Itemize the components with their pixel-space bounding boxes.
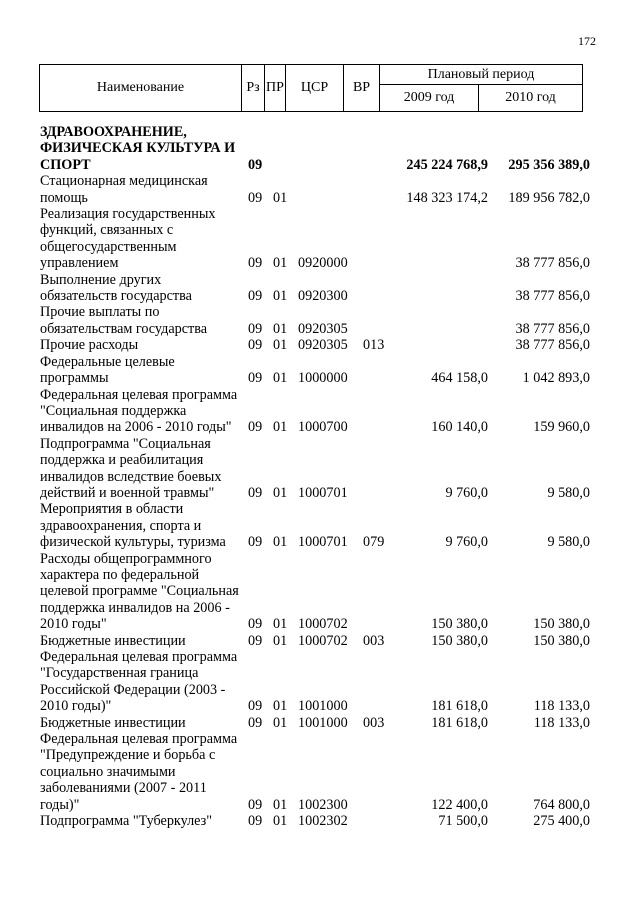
cell-2010: 118 133,0 <box>533 698 590 715</box>
row-name <box>40 272 238 305</box>
cell-2010: 9 580,0 <box>547 534 590 551</box>
cell-rz: 09 <box>248 813 263 830</box>
cell-csr: 1000700 <box>298 419 348 436</box>
cell-2009: 245 224 768,9 <box>406 156 488 173</box>
table-row <box>40 387 600 436</box>
row-name <box>40 387 238 436</box>
header-name: Наименование <box>40 65 242 112</box>
cell-pr: 01 <box>273 632 288 649</box>
cell-vr: 079 <box>363 534 385 551</box>
row-name-line: инвалидов вследствие боевых <box>40 468 222 485</box>
cell-pr: 01 <box>273 484 288 501</box>
row-name-line: Бюджетные инвестиции <box>40 632 186 649</box>
row-name-line: СПОРТ <box>40 156 91 173</box>
cell-pr: 01 <box>273 255 288 272</box>
row-name <box>40 715 238 731</box>
row-name-line: целевой программе "Социальная <box>40 583 239 600</box>
cell-vr: 003 <box>363 714 385 731</box>
cell-2010: 118 133,0 <box>533 714 590 731</box>
cell-csr: 1001000 <box>298 698 348 715</box>
cell-2009: 464 158,0 <box>431 370 488 387</box>
row-name-line: инвалидов на 2006 - 2010 годы" <box>40 419 232 436</box>
cell-2009: 9 760,0 <box>445 484 488 501</box>
table-row <box>40 206 600 272</box>
cell-2009: 148 323 174,2 <box>406 189 488 206</box>
row-name-line: помощь <box>40 189 88 206</box>
header-vr: ВР <box>344 65 380 112</box>
cell-csr: 1000701 <box>298 484 348 501</box>
cell-2010: 38 777 856,0 <box>515 255 590 272</box>
row-name-line: поддержка и реабилитация <box>40 452 204 469</box>
cell-2010: 150 380,0 <box>533 616 590 633</box>
table-row <box>40 649 600 715</box>
row-name-line: годы)" <box>40 796 80 813</box>
row-name-line: Реализация государственных <box>40 206 216 223</box>
row-name-line: Расходы общепрограммного <box>40 550 212 567</box>
cell-rz: 09 <box>248 632 263 649</box>
cell-rz: 09 <box>248 337 263 354</box>
cell-2009: 150 380,0 <box>431 616 488 633</box>
table-header <box>39 64 583 112</box>
table-row <box>40 124 600 173</box>
row-name-line: ФИЗИЧЕСКАЯ КУЛЬТУРА И <box>40 140 236 157</box>
row-name-line: "Государственная граница <box>40 665 199 682</box>
cell-2010: 295 356 389,0 <box>508 156 590 173</box>
row-name <box>40 731 238 813</box>
cell-2009: 122 400,0 <box>431 796 488 813</box>
row-name-line: обязательств государства <box>40 288 192 305</box>
row-name <box>40 501 238 550</box>
row-name-line: общегосударственным <box>40 238 177 255</box>
cell-rz: 09 <box>248 156 263 173</box>
cell-pr: 01 <box>273 796 288 813</box>
row-name-line: ЗДРАВООХРАНЕНИЕ, <box>40 124 187 140</box>
row-name-line: поддержка инвалидов на 2006 - <box>40 599 230 616</box>
cell-2010: 9 580,0 <box>547 484 590 501</box>
table-row <box>40 304 600 337</box>
row-name-line: Прочие выплаты по <box>40 304 160 321</box>
table-row <box>40 813 600 829</box>
cell-pr: 01 <box>273 698 288 715</box>
cell-csr: 1000701 <box>298 534 348 551</box>
cell-2010: 275 400,0 <box>533 813 590 830</box>
row-name <box>40 304 238 337</box>
cell-rz: 09 <box>248 616 263 633</box>
row-name-line: Федеральные целевые <box>40 353 175 370</box>
cell-vr: 003 <box>363 632 385 649</box>
cell-2009: 160 140,0 <box>431 419 488 436</box>
table-row <box>40 633 600 649</box>
cell-rz: 09 <box>248 320 263 337</box>
cell-2010: 38 777 856,0 <box>515 337 590 354</box>
table-row <box>40 501 600 550</box>
cell-pr: 01 <box>273 288 288 305</box>
row-name-line: Подпрограмма "Социальная <box>40 435 211 452</box>
cell-csr: 0920305 <box>298 337 348 354</box>
row-name-line: "Социальная поддержка <box>40 402 187 419</box>
row-name-line: физической культуры, туризма <box>40 534 226 551</box>
cell-rz: 09 <box>248 698 263 715</box>
cell-csr: 0920305 <box>298 320 348 337</box>
cell-2009: 181 618,0 <box>431 698 488 715</box>
row-name-line: действий и военной травмы" <box>40 484 215 501</box>
row-name-line: "Предупреждение и борьба с <box>40 747 216 764</box>
cell-2010: 1 042 893,0 <box>522 370 590 387</box>
cell-csr: 0920000 <box>298 255 348 272</box>
row-name <box>40 354 238 387</box>
row-name <box>40 633 238 649</box>
cell-2010: 159 960,0 <box>533 419 590 436</box>
row-name <box>40 173 238 206</box>
cell-2010: 38 777 856,0 <box>515 320 590 337</box>
row-name <box>40 813 238 829</box>
budget-rows <box>40 124 600 829</box>
table-row <box>40 173 600 206</box>
cell-csr: 1002300 <box>298 796 348 813</box>
row-name-line: управлением <box>40 255 119 272</box>
row-name-line: Федеральная целевая программа <box>40 386 238 403</box>
cell-2009: 150 380,0 <box>431 632 488 649</box>
cell-pr: 01 <box>273 189 288 206</box>
row-name-line: Выполнение других <box>40 271 162 288</box>
row-name <box>40 551 238 633</box>
page-number: 172 <box>578 34 596 48</box>
row-name-line: Федеральная целевая программа <box>40 731 238 748</box>
table-row <box>40 272 600 305</box>
table-row <box>40 436 600 502</box>
cell-pr: 01 <box>273 419 288 436</box>
cell-2010: 764 800,0 <box>533 796 590 813</box>
row-name-line: обязательствам государства <box>40 320 208 337</box>
row-name-line: здравоохранения, спорта и <box>40 517 202 534</box>
row-name-line: Бюджетные инвестиции <box>40 714 186 731</box>
cell-rz: 09 <box>248 189 263 206</box>
cell-2009: 71 500,0 <box>438 813 488 830</box>
cell-csr: 1000702 <box>298 616 348 633</box>
row-name-line: функций, связанных с <box>40 222 174 239</box>
cell-csr: 0920300 <box>298 288 348 305</box>
table-row <box>40 715 600 731</box>
table-row <box>40 337 600 353</box>
cell-rz: 09 <box>248 370 263 387</box>
row-name-line: Мероприятия в области <box>40 501 184 518</box>
header-csr: ЦСР <box>286 65 344 112</box>
row-name <box>40 436 238 502</box>
cell-rz: 09 <box>248 484 263 501</box>
row-name-line: 2010 годы" <box>40 616 107 633</box>
cell-2009: 9 760,0 <box>445 534 488 551</box>
row-name-line: Подпрограмма "Туберкулез" <box>40 813 213 830</box>
cell-csr: 1002302 <box>298 813 348 830</box>
cell-rz: 09 <box>248 534 263 551</box>
row-name-line: заболеваниями (2007 - 2011 <box>40 780 207 797</box>
cell-rz: 09 <box>248 796 263 813</box>
row-name-line: социально значимыми <box>40 763 176 780</box>
header-rz: Рз <box>242 65 265 112</box>
cell-2010: 189 956 782,0 <box>508 189 590 206</box>
row-name-line: Стационарная медицинская <box>40 173 208 190</box>
cell-pr: 01 <box>273 813 288 830</box>
header-pr: ПР <box>265 65 286 112</box>
cell-pr: 01 <box>273 320 288 337</box>
row-name-line: Федеральная целевая программа <box>40 649 238 665</box>
table-row <box>40 354 600 387</box>
header-year-2010: 2010 год <box>479 85 583 112</box>
row-name-line: программы <box>40 370 109 387</box>
row-name <box>40 649 238 715</box>
cell-rz: 09 <box>248 288 263 305</box>
cell-pr: 01 <box>273 337 288 354</box>
cell-pr: 01 <box>273 534 288 551</box>
row-name <box>40 206 238 272</box>
header-plan-period: Плановый период <box>380 65 583 85</box>
row-name-line: характера по федеральной <box>40 566 200 583</box>
cell-pr: 01 <box>273 370 288 387</box>
cell-csr: 1000000 <box>298 370 348 387</box>
cell-rz: 09 <box>248 419 263 436</box>
cell-pr: 01 <box>273 616 288 633</box>
row-name-line: Прочие расходы <box>40 337 139 354</box>
table-row <box>40 551 600 633</box>
row-name-line: 2010 годы)" <box>40 698 112 715</box>
cell-pr: 01 <box>273 714 288 731</box>
cell-vr: 013 <box>363 337 385 354</box>
cell-2009: 181 618,0 <box>431 714 488 731</box>
cell-2010: 38 777 856,0 <box>515 288 590 305</box>
row-name-line: Российской Федерации (2003 - <box>40 681 226 698</box>
header-year-2009: 2009 год <box>380 85 479 112</box>
row-name <box>40 337 238 353</box>
cell-csr: 1001000 <box>298 714 348 731</box>
row-name <box>40 124 238 173</box>
table-row <box>40 731 600 813</box>
cell-2010: 150 380,0 <box>533 632 590 649</box>
cell-rz: 09 <box>248 255 263 272</box>
cell-csr: 1000702 <box>298 632 348 649</box>
cell-rz: 09 <box>248 714 263 731</box>
